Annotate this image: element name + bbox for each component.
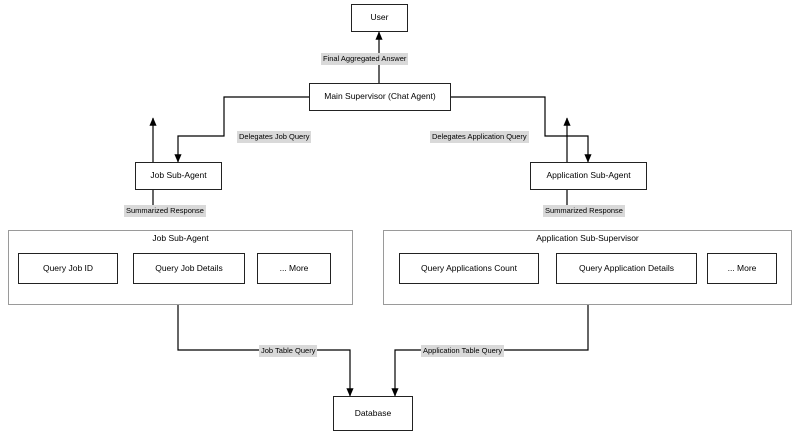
node-application-more[interactable] (707, 253, 777, 284)
edge-label-summarized-response-job: Summarized Response (126, 206, 204, 215)
node-user[interactable] (351, 4, 408, 32)
group-job-sub-agent-title: Job Sub-Agent (152, 233, 209, 243)
node-query-job-details-label: Query Job Details (155, 262, 223, 273)
node-query-job-id[interactable] (18, 253, 118, 284)
node-main-supervisor[interactable] (309, 83, 451, 111)
node-job-sub-agent-label: Job Sub-Agent (150, 170, 207, 181)
node-database[interactable] (333, 396, 413, 431)
node-application-more-label: ... More (727, 262, 757, 273)
node-query-applications-count[interactable] (399, 253, 539, 284)
edge-label-final-aggregated-answer: Final Aggregated Answer (323, 54, 407, 63)
node-query-application-details-label: Query Application Details (579, 262, 674, 273)
node-query-job-id-label: Query Job ID (42, 262, 94, 273)
node-job-more[interactable] (257, 253, 331, 284)
edge-label-delegates-job-query: Delegates Job Query (239, 132, 310, 141)
node-query-application-details[interactable] (556, 253, 697, 284)
edge-label-delegates-application-query: Delegates Application Query (432, 132, 527, 141)
node-user-label: User (370, 12, 389, 23)
edge-label-job-table-query: Job Table Query (261, 346, 316, 355)
node-query-job-details[interactable] (133, 253, 245, 284)
node-application-sub-agent-label: Application Sub-Agent (546, 170, 631, 181)
node-job-more-label: ... More (279, 262, 309, 273)
node-database-label: Database (354, 407, 392, 418)
node-application-sub-agent[interactable] (530, 162, 647, 190)
group-application-sub-supervisor-title: Application Sub-Supervisor (536, 233, 639, 243)
edge-label-application-table-query: Application Table Query (423, 346, 503, 355)
edge-label-summarized-response-application: Summarized Response (545, 206, 623, 215)
node-query-applications-count-label: Query Applications Count (421, 262, 517, 273)
node-main-supervisor-label: Main Supervisor (Chat Agent) (324, 91, 436, 102)
node-job-sub-agent[interactable] (135, 162, 222, 190)
